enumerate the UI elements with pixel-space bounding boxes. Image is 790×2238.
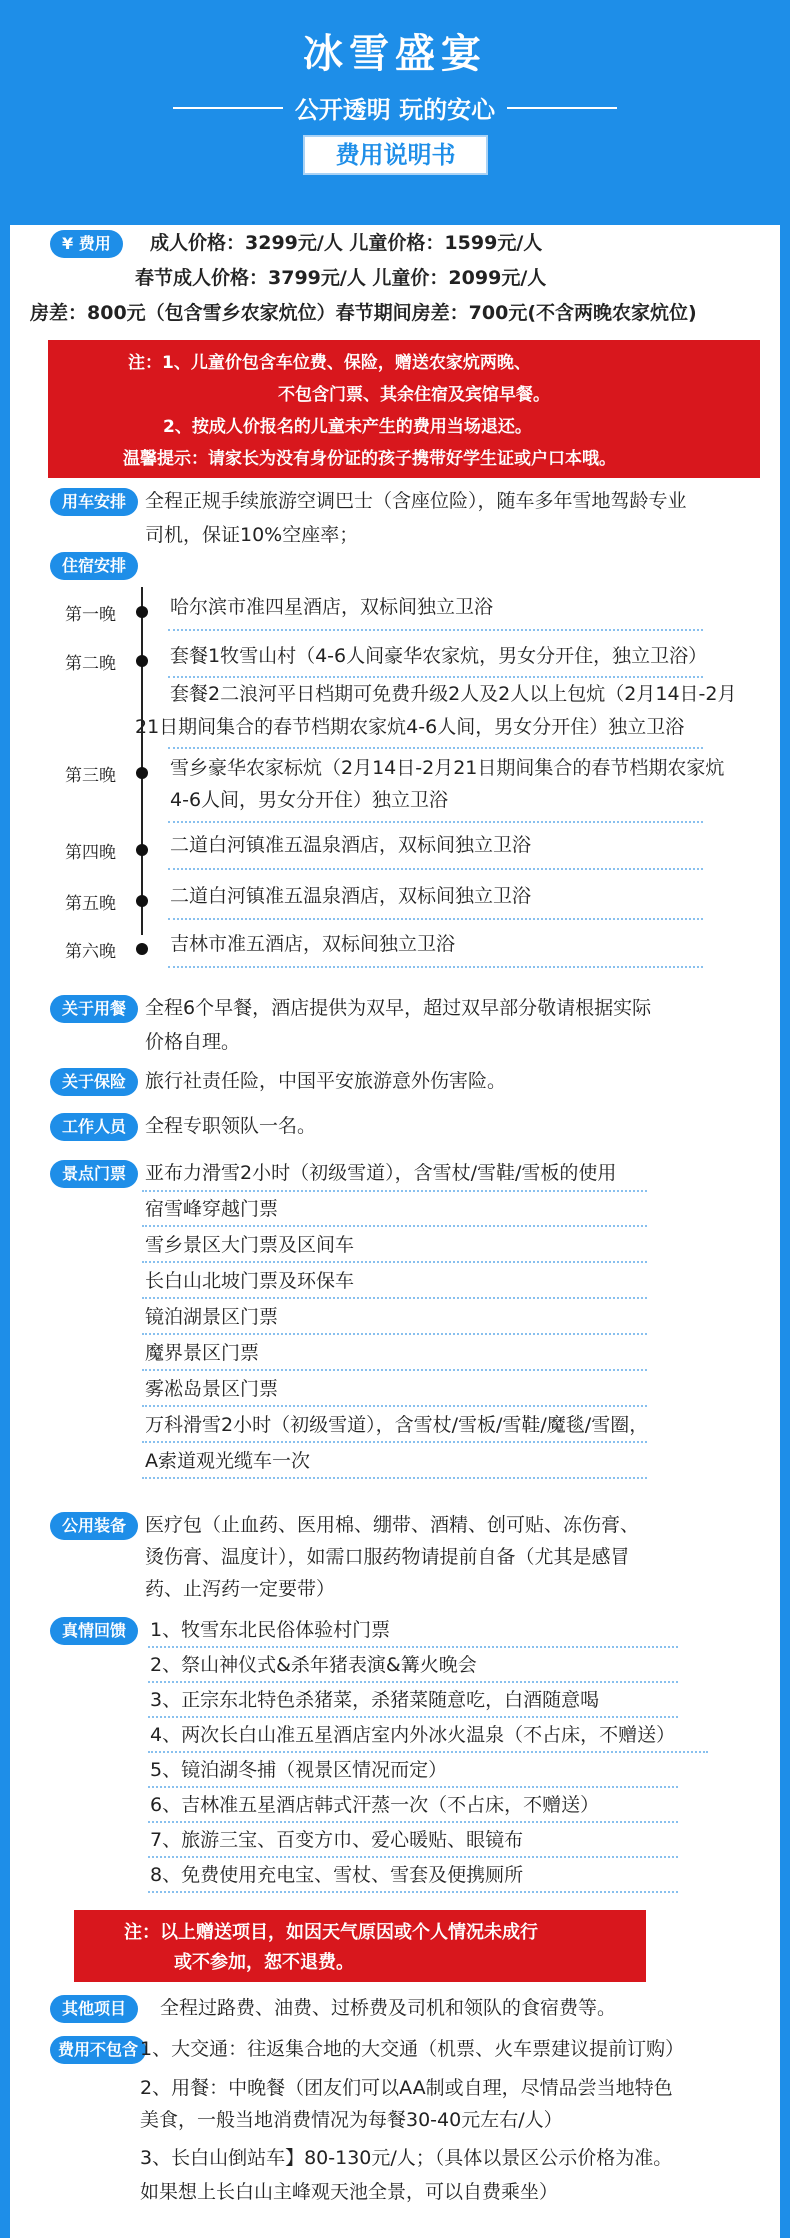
night-label-2: 第二晚 <box>65 654 116 674</box>
dotted-divider <box>148 1681 678 1683</box>
timeline-dot <box>136 655 148 667</box>
slogan-divider-right <box>507 107 617 109</box>
night-2-line-1: 套餐1牧雪山村（4-6人间豪华农家炕，男女分开住，独立卫浴） <box>170 645 708 667</box>
timeline-dot <box>136 943 148 955</box>
fee-tag: ¥ 费用 <box>50 230 123 258</box>
dotted-divider <box>142 1333 647 1335</box>
note-line-1: 注：1、儿童价包含车位费、保险，赠送农家炕两晚、 <box>128 353 531 373</box>
night-3-line-1: 雪乡豪华农家标炕（2月14日-2月21日期间集合的春节档期农家炕 <box>170 757 725 779</box>
transport-line-2: 司机，保证10%空座率； <box>145 524 359 546</box>
dotted-divider <box>148 1751 708 1753</box>
ticket-item: 长白山北坡门票及环保车 <box>145 1270 355 1292</box>
dotted-divider <box>168 676 703 678</box>
header <box>0 0 790 222</box>
dotted-divider <box>168 629 703 631</box>
timeline-dot <box>136 767 148 779</box>
night-4-line-1: 二道白河镇准五温泉酒店，双标间独立卫浴 <box>170 834 532 856</box>
slogan <box>0 90 790 125</box>
equipment-line-2: 烫伤膏、温度计），如需口服药物请提前自备（尤其是感冒 <box>145 1546 630 1568</box>
night-label-5: 第五晚 <box>65 894 116 914</box>
other-tag: 其他项目 <box>50 1995 138 2023</box>
timeline-dot <box>136 895 148 907</box>
equipment-line-3: 药、止泻药一定要带） <box>145 1578 336 1600</box>
timeline-dot <box>136 606 148 618</box>
note-line-3: 2、按成人价报名的儿童未产生的费用当场退还。 <box>163 417 532 437</box>
dotted-divider <box>142 1369 647 1371</box>
gift-item: 1、牧雪东北民俗体验村门票 <box>150 1619 391 1641</box>
excluded-line-2: 2、用餐：中晚餐（团友们可以AA制或自理，尽情品尝当地特色 <box>140 2077 673 2099</box>
night-1-line-1: 哈尔滨市准四星酒店，双标间独立卫浴 <box>170 596 494 618</box>
meals-line-2: 价格自理。 <box>145 1031 241 1053</box>
insurance-tag: 关于保险 <box>50 1068 138 1096</box>
gift-note <box>74 1910 646 1982</box>
dotted-divider <box>142 1261 647 1263</box>
gift-item: 3、正宗东北特色杀猪菜，杀猪菜随意吃，白酒随意喝 <box>150 1689 600 1711</box>
ticket-item: A索道观光缆车一次 <box>145 1450 310 1472</box>
gift-item: 6、吉林准五星酒店韩式汗蒸一次（不占床，不赠送） <box>150 1794 600 1816</box>
night-label-3: 第三晚 <box>65 766 116 786</box>
gift-item: 2、祭山神仪式&杀年猪表演&篝火晚会 <box>150 1654 477 1676</box>
equipment-tag: 公用装备 <box>50 1512 138 1540</box>
dotted-divider <box>142 1405 647 1407</box>
dotted-divider <box>168 966 703 968</box>
child-price-note <box>48 340 760 478</box>
night-label-6: 第六晚 <box>65 942 116 962</box>
dotted-divider <box>168 747 703 749</box>
excluded-line-4: 3、长白山倒站车】80-130元/人；（具体以景区公示价格为准。 <box>140 2147 673 2169</box>
transport-line-1: 全程正规手续旅游空调巴士（含座位险），随车多年雪地驾龄专业 <box>145 490 687 512</box>
yuan-icon: ¥ <box>62 234 79 253</box>
slogan-divider-left <box>173 107 283 109</box>
dotted-divider <box>168 868 703 870</box>
lodging-tag: 住宿安排 <box>50 552 138 580</box>
page-title: 冰雪盛宴 <box>303 31 487 77</box>
other-line-1: 全程过路费、油费、过桥费及司机和领队的食宿费等。 <box>160 1997 617 2019</box>
dotted-divider <box>142 1225 647 1227</box>
fee-line-2: 春节成人价格：3799元/人 儿童价：2099元/人 <box>135 267 547 289</box>
ticket-item: 魔界景区门票 <box>145 1342 260 1364</box>
lodging-timeline <box>141 587 143 935</box>
gift-item: 4、两次长白山准五星酒店室内外冰火温泉（不占床，不赠送） <box>150 1724 676 1746</box>
transport-tag: 用车安排 <box>50 488 138 516</box>
night-2-line-2: 套餐2二浪河平日档期可免费升级2人及2人以上包炕（2月14日-2月 <box>170 683 737 705</box>
gift-item: 5、镜泊湖冬捕（视景区情况而定） <box>150 1759 448 1781</box>
slogan-text: 公开透明 玩的安心 <box>294 96 496 124</box>
note-line-4: 温馨提示：请家长为没有身份证的孩子携带好学生证或户口本哦。 <box>123 449 616 469</box>
dotted-divider <box>148 1716 678 1718</box>
excluded-line-1: 1、大交通：往返集合地的大交通（机票、火车票建议提前订购） <box>140 2038 685 2060</box>
meals-tag: 关于用餐 <box>50 995 138 1023</box>
ticket-item: 万科滑雪2小时（初级雪道），含雪杖/雪板/雪鞋/魔毯/雪圈， <box>145 1414 649 1436</box>
dotted-divider <box>168 918 703 920</box>
ticket-item: 宿雪峰穿越门票 <box>145 1198 279 1220</box>
note-line-2: 不包含门票、其余住宿及宾馆早餐。 <box>278 385 550 405</box>
dotted-divider <box>148 1821 678 1823</box>
meals-line-1: 全程6个早餐，酒店提供为双早，超过双早部分敬请根据实际 <box>145 997 652 1019</box>
tickets-tag: 景点门票 <box>50 1160 138 1188</box>
dotted-divider <box>148 1856 678 1858</box>
equipment-line-1: 医疗包（止血药、医用棉、绷带、酒精、创可贴、冻伤膏、 <box>145 1514 640 1536</box>
night-2-line-3: 21日期间集合的春节档期农家炕4-6人间，男女分开住）独立卫浴 <box>135 716 685 738</box>
dotted-divider <box>148 1891 678 1893</box>
excluded-tag: 费用不包含 <box>50 2036 146 2064</box>
ticket-item: 亚布力滑雪2小时（初级雪道），含雪杖/雪鞋/雪板的使用 <box>145 1162 617 1184</box>
ticket-item: 镜泊湖景区门票 <box>145 1306 279 1328</box>
insurance-line-1: 旅行社责任险，中国平安旅游意外伤害险。 <box>145 1070 507 1092</box>
night-5-line-1: 二道白河镇准五温泉酒店，双标间独立卫浴 <box>170 885 532 907</box>
gifts-tag: 真情回馈 <box>50 1617 138 1645</box>
dotted-divider <box>148 1646 678 1648</box>
gift-item: 7、旅游三宝、百变方巾、爱心暖贴、眼镜布 <box>150 1829 524 1851</box>
excluded-line-3: 美食，一般当地消费情况为每餐30-40元左右/人） <box>140 2109 563 2131</box>
night-3-line-2: 4-6人间，男女分开住）独立卫浴 <box>170 789 449 811</box>
ticket-item: 雾凇岛景区门票 <box>145 1378 279 1400</box>
night-6-line-1: 吉林市准五酒店，双标间独立卫浴 <box>170 933 456 955</box>
fee-line-1: 成人价格：3299元/人 儿童价格：1599元/人 <box>150 232 543 254</box>
subtitle-box: 费用说明书 <box>303 135 488 175</box>
dotted-divider <box>142 1190 647 1192</box>
dotted-divider <box>142 1441 647 1443</box>
content-panel <box>10 225 780 2238</box>
dotted-divider <box>168 821 703 823</box>
timeline-dot <box>136 844 148 856</box>
gift-item: 8、免费使用充电宝、雪杖、雪套及便携厕所 <box>150 1864 524 1886</box>
ticket-item: 雪乡景区大门票及区间车 <box>145 1234 355 1256</box>
gift-note-line-2: 或不参加，恕不退费。 <box>174 1952 354 1973</box>
staff-tag: 工作人员 <box>50 1113 138 1141</box>
dotted-divider <box>148 1786 678 1788</box>
excluded-line-5: 如果想上长白山主峰观天池全景，可以自费乘坐） <box>140 2181 559 2203</box>
dotted-divider <box>142 1297 647 1299</box>
night-label-1: 第一晚 <box>65 605 116 625</box>
night-label-4: 第四晚 <box>65 843 116 863</box>
gift-note-line-1: 注：以上赠送项目，如因天气原因或个人情况未成行 <box>124 1922 538 1943</box>
dotted-divider <box>142 1477 647 1479</box>
staff-line-1: 全程专职领队一名。 <box>145 1115 317 1137</box>
fee-line-3: 房差：800元（包含雪乡农家炕位）春节期间房差：700元(不含两晚农家炕位) <box>30 302 697 324</box>
